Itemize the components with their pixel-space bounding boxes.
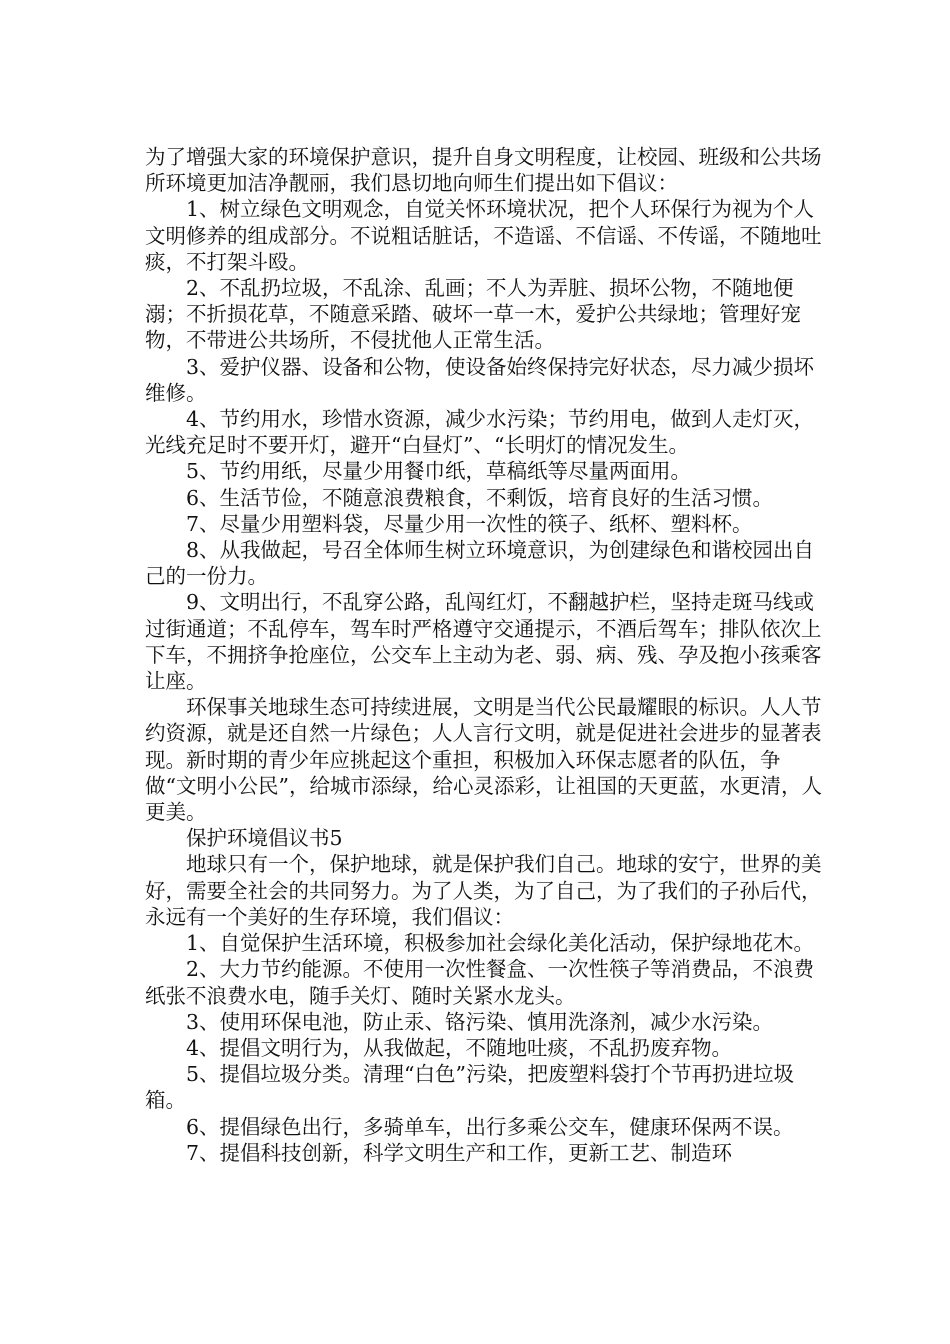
paragraph-conclusion: 环保事关地球生态可持续进展，文明是当代公民最耀眼的标识。人人节约资源，就是还自然一片绿色；人人言行文明，就是促进社会进步的显著表现。新时期的青少年应挑起这个重担，积极加入环保志愿者的队伍，争做“文明小公民”，给城市添绿，给心灵添彩，让祖国的天更蓝，水更清，人更美。: [145, 695, 822, 825]
paragraph-section-item-4: 4、提倡文明行为，从我做起，不随地吐痰，不乱扔废弃物。: [186, 1035, 733, 1060]
paragraph-item-5: 5、节约用纸，尽量少用餐巾纸，草稿纸等尽量两面用。: [186, 459, 692, 484]
paragraph-section-item-5: 5、提倡垃圾分类。清理“白色”污染，把废塑料袋打个节再扔进垃圾箱。: [145, 1062, 795, 1113]
paragraph-section-item-6: 6、提倡绿色出行，多骑单车，出行多乘公交车，健康环保两不误。: [186, 1114, 794, 1139]
paragraph-item-8: 8、从我做起，号召全体师生树立环境意识，为创建绿色和谐校园出自己的一份力。: [145, 538, 815, 589]
paragraph-section-intro: 地球只有一个，保护地球，就是保护我们自己。地球的安宁，世界的美好，需要全社会的共同努力。为了人类，为了自己，为了我们的子孙后代，永远有一个美好的生存环境，我们倡议：: [145, 852, 822, 929]
paragraph-item-7: 7、尽量少用塑料袋，尽量少用一次性的筷子、纸杯、塑料杯。: [186, 511, 753, 536]
paragraph-item-4: 4、节约用水，珍惜水资源，减少水污染；节约用电，做到人走灯灭，光线充足时不要开灯，避开“白昼灯”、“长明灯的情况发生。: [145, 407, 815, 458]
paragraph-section-item-3: 3、使用环保电池，防止汞、铬污染、慎用洗涤剂，减少水污染。: [186, 1009, 774, 1034]
paragraph-section-item-7: 7、提倡科技创新，科学文明生产和工作，更新工艺、制造环: [186, 1140, 733, 1165]
paragraph-item-1: 1、树立绿色文明观念，自觉关怀环境状况，把个人环保行为视为个人文明修养的组成部分。不说粗话脏话，不造谣、不信谣、不传谣，不随地吐痰，不打架斗殴。: [145, 197, 822, 274]
section-heading: 保护环境倡议书5: [186, 826, 343, 851]
paragraph-item-6: 6、生活节俭，不随意浪费粮食，不剩饭，培育良好的生活习惯。: [186, 485, 774, 510]
document-body: [145, 144, 825, 1166]
paragraph-section-item-1: 1、自觉保护生活环境，积极参加社会绿化美化活动，保护绿地花木。: [186, 931, 815, 956]
paragraph-item-2: 2、不乱扔垃圾，不乱涂、乱画；不人为弄脏、损坏公物，不随地便溺；不折损花草，不随意采踏、破坏一草一木，爱护公共绿地；管理好宠物，不带进公共场所，不侵扰他人正常生活。: [145, 276, 801, 353]
paragraph-section-item-2: 2、大力节约能源。不使用一次性餐盒、一次性筷子等消费品，不浪费纸张不浪费水电，随手关灯、随时关紧水龙头。: [145, 957, 815, 1008]
paragraph-item-3: 3、爱护仪器、设备和公物，使设备始终保持完好状态，尽力减少损坏维修。: [145, 354, 815, 405]
paragraph-intro: 为了增强大家的环境保护意识，提升自身文明程度，让校园、班级和公共场所环境更加洁净靓丽，我们恳切地向师生们提出如下倡议：: [145, 145, 822, 196]
paragraph-item-9: 9、文明出行，不乱穿公路，乱闯红灯，不翻越护栏，坚持走斑马线或过街通道；不乱停车，驾车时严格遵守交通提示，不酒后驾车；排队依次上下车，不拥挤争抢座位，公交车上主动为老、弱、病、残、孕及抱小孩乘客让座。: [145, 590, 822, 694]
